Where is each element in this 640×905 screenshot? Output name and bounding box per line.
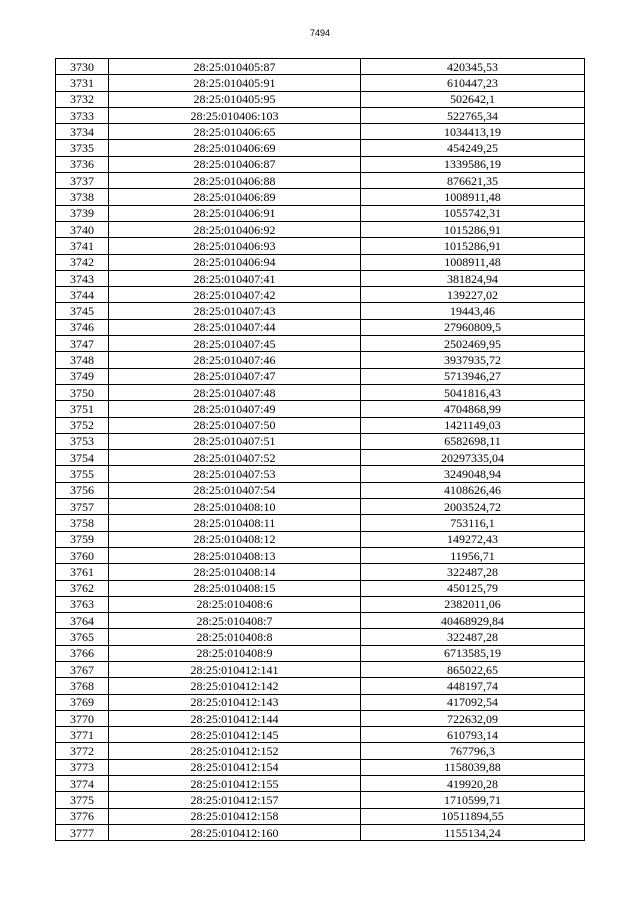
cadastral-value-cell: 2003524,72	[361, 499, 585, 515]
row-number-cell: 3760	[56, 547, 109, 563]
cadastral-value-cell: 420345,53	[361, 59, 585, 75]
table-row	[56, 238, 585, 254]
row-number-cell: 3735	[56, 140, 109, 156]
cadastral-number-cell: 28:25:010412:155	[109, 776, 361, 792]
cadastral-value-cell: 419920,28	[361, 776, 585, 792]
table-row	[56, 189, 585, 205]
cadastral-value-cell: 381824,94	[361, 270, 585, 286]
cadastral-number-cell: 28:25:010407:43	[109, 303, 361, 319]
cadastral-number-cell: 28:25:010406:91	[109, 205, 361, 221]
cadastral-number-cell: 28:25:010406:87	[109, 156, 361, 172]
cadastral-number-cell: 28:25:010407:45	[109, 336, 361, 352]
cadastral-value-cell: 322487,28	[361, 629, 585, 645]
cadastral-number-cell: 28:25:010408:9	[109, 645, 361, 661]
cadastral-value-cell: 1055742,31	[361, 205, 585, 221]
cadastral-number-cell: 28:25:010406:69	[109, 140, 361, 156]
cadastral-number-cell: 28:25:010407:44	[109, 319, 361, 335]
table-row	[56, 384, 585, 400]
row-number-cell: 3750	[56, 384, 109, 400]
cadastral-number-cell: 28:25:010406:103	[109, 107, 361, 123]
cadastral-value-cell: 4704868,99	[361, 401, 585, 417]
row-number-cell: 3762	[56, 580, 109, 596]
cadastral-value-cell: 19443,46	[361, 303, 585, 319]
cadastral-value-cell: 417092,54	[361, 694, 585, 710]
cadastral-value-cell: 502642,1	[361, 91, 585, 107]
row-number-cell: 3736	[56, 156, 109, 172]
row-number-cell: 3730	[56, 59, 109, 75]
table-row	[56, 776, 585, 792]
row-number-cell: 3770	[56, 710, 109, 726]
table-row	[56, 352, 585, 368]
row-number-cell: 3741	[56, 238, 109, 254]
cadastral-value-cell: 865022,65	[361, 661, 585, 677]
cadastral-value-cell: 322487,28	[361, 564, 585, 580]
row-number-cell: 3765	[56, 629, 109, 645]
row-number-cell: 3773	[56, 759, 109, 775]
row-number-cell: 3767	[56, 661, 109, 677]
cadastral-value-cell: 448197,74	[361, 678, 585, 694]
cadastral-number-cell: 28:25:010407:42	[109, 287, 361, 303]
cadastral-number-cell: 28:25:010406:93	[109, 238, 361, 254]
row-number-cell: 3776	[56, 808, 109, 824]
row-number-cell: 3742	[56, 254, 109, 270]
cadastral-value-table	[55, 58, 585, 841]
cadastral-number-cell: 28:25:010407:41	[109, 270, 361, 286]
row-number-cell: 3734	[56, 124, 109, 140]
table-row	[56, 221, 585, 237]
cadastral-value-cell: 1008911,48	[361, 254, 585, 270]
row-number-cell: 3771	[56, 727, 109, 743]
row-number-cell: 3774	[56, 776, 109, 792]
cadastral-number-cell: 28:25:010406:92	[109, 221, 361, 237]
row-number-cell: 3761	[56, 564, 109, 580]
cadastral-number-cell: 28:25:010412:142	[109, 678, 361, 694]
table-row	[56, 140, 585, 156]
row-number-cell: 3733	[56, 107, 109, 123]
row-number-cell: 3749	[56, 368, 109, 384]
row-number-cell: 3757	[56, 499, 109, 515]
table-row	[56, 547, 585, 563]
cadastral-value-cell: 610447,23	[361, 75, 585, 91]
row-number-cell: 3755	[56, 466, 109, 482]
cadastral-number-cell: 28:25:010407:53	[109, 466, 361, 482]
cadastral-value-cell: 767796,3	[361, 743, 585, 759]
cadastral-value-cell: 3937935,72	[361, 352, 585, 368]
table-row	[56, 205, 585, 221]
table-row	[56, 824, 585, 840]
page-number: 7494	[309, 28, 331, 38]
table-row	[56, 743, 585, 759]
table-row	[56, 710, 585, 726]
table-row	[56, 319, 585, 335]
row-number-cell: 3752	[56, 417, 109, 433]
cadastral-number-cell: 28:25:010407:47	[109, 368, 361, 384]
table-row	[56, 270, 585, 286]
cadastral-value-cell: 1339586,19	[361, 156, 585, 172]
cadastral-number-cell: 28:25:010406:89	[109, 189, 361, 205]
table-row	[56, 678, 585, 694]
table-row	[56, 287, 585, 303]
row-number-cell: 3737	[56, 173, 109, 189]
row-number-cell: 3739	[56, 205, 109, 221]
table-row	[56, 515, 585, 531]
row-number-cell: 3748	[56, 352, 109, 368]
row-number-cell: 3747	[56, 336, 109, 352]
row-number-cell: 3732	[56, 91, 109, 107]
cadastral-value-cell: 610793,14	[361, 727, 585, 743]
table-body	[56, 59, 585, 841]
cadastral-number-cell: 28:25:010407:52	[109, 450, 361, 466]
table-row	[56, 808, 585, 824]
cadastral-number-cell: 28:25:010412:152	[109, 743, 361, 759]
cadastral-number-cell: 28:25:010405:87	[109, 59, 361, 75]
cadastral-number-cell: 28:25:010408:10	[109, 499, 361, 515]
table-row	[56, 173, 585, 189]
cadastral-number-cell: 28:25:010405:95	[109, 91, 361, 107]
table-row	[56, 564, 585, 580]
table-row	[56, 156, 585, 172]
cadastral-value-cell: 454249,25	[361, 140, 585, 156]
cadastral-number-cell: 28:25:010406:94	[109, 254, 361, 270]
table-row	[56, 613, 585, 629]
table-row	[56, 124, 585, 140]
table-row	[56, 792, 585, 808]
table-row	[56, 450, 585, 466]
row-number-cell: 3764	[56, 613, 109, 629]
row-number-cell: 3743	[56, 270, 109, 286]
cadastral-number-cell: 28:25:010408:11	[109, 515, 361, 531]
cadastral-number-cell: 28:25:010412:141	[109, 661, 361, 677]
table-row	[56, 727, 585, 743]
cadastral-number-cell: 28:25:010412:144	[109, 710, 361, 726]
cadastral-number-cell: 28:25:010412:158	[109, 808, 361, 824]
row-number-cell: 3751	[56, 401, 109, 417]
cadastral-value-cell: 1015286,91	[361, 221, 585, 237]
cadastral-value-cell: 722632,09	[361, 710, 585, 726]
row-number-cell: 3775	[56, 792, 109, 808]
table-row	[56, 499, 585, 515]
row-number-cell: 3772	[56, 743, 109, 759]
table-row	[56, 368, 585, 384]
cadastral-value-cell: 1015286,91	[361, 238, 585, 254]
cadastral-value-cell: 40468929,84	[361, 613, 585, 629]
cadastral-number-cell: 28:25:010407:48	[109, 384, 361, 400]
table-row	[56, 417, 585, 433]
cadastral-value-cell: 1034413,19	[361, 124, 585, 140]
cadastral-value-cell: 6713585,19	[361, 645, 585, 661]
cadastral-value-cell: 4108626,46	[361, 482, 585, 498]
cadastral-value-cell: 753116,1	[361, 515, 585, 531]
table-row	[56, 661, 585, 677]
table-row	[56, 645, 585, 661]
cadastral-number-cell: 28:25:010412:143	[109, 694, 361, 710]
cadastral-value-cell: 11956,71	[361, 547, 585, 563]
cadastral-number-cell: 28:25:010408:6	[109, 596, 361, 612]
table-row	[56, 254, 585, 270]
row-number-cell: 3766	[56, 645, 109, 661]
cadastral-value-cell: 10511894,55	[361, 808, 585, 824]
table-row	[56, 303, 585, 319]
cadastral-value-cell: 1155134,24	[361, 824, 585, 840]
row-number-cell: 3768	[56, 678, 109, 694]
row-number-cell: 3731	[56, 75, 109, 91]
table-row	[56, 466, 585, 482]
row-number-cell: 3754	[56, 450, 109, 466]
row-number-cell: 3763	[56, 596, 109, 612]
row-number-cell: 3777	[56, 824, 109, 840]
row-number-cell: 3740	[56, 221, 109, 237]
table-row	[56, 433, 585, 449]
cadastral-number-cell: 28:25:010408:12	[109, 531, 361, 547]
cadastral-value-cell: 149272,43	[361, 531, 585, 547]
cadastral-number-cell: 28:25:010406:88	[109, 173, 361, 189]
cadastral-value-cell: 876621,35	[361, 173, 585, 189]
table-row	[56, 596, 585, 612]
table-row	[56, 580, 585, 596]
cadastral-number-cell: 28:25:010407:49	[109, 401, 361, 417]
table-row	[56, 531, 585, 547]
cadastral-number-cell: 28:25:010412:145	[109, 727, 361, 743]
cadastral-number-cell: 28:25:010408:14	[109, 564, 361, 580]
cadastral-value-cell: 450125,79	[361, 580, 585, 596]
cadastral-number-cell: 28:25:010412:154	[109, 759, 361, 775]
row-number-cell: 3769	[56, 694, 109, 710]
table-row	[56, 59, 585, 75]
cadastral-number-cell: 28:25:010407:51	[109, 433, 361, 449]
cadastral-number-cell: 28:25:010407:54	[109, 482, 361, 498]
cadastral-value-cell: 3249048,94	[361, 466, 585, 482]
table-row	[56, 107, 585, 123]
cadastral-value-cell: 1710599,71	[361, 792, 585, 808]
table-row	[56, 759, 585, 775]
cadastral-value-cell: 20297335,04	[361, 450, 585, 466]
table-row	[56, 336, 585, 352]
cadastral-number-cell: 28:25:010408:13	[109, 547, 361, 563]
cadastral-value-cell: 2502469,95	[361, 336, 585, 352]
cadastral-number-cell: 28:25:010405:91	[109, 75, 361, 91]
cadastral-number-cell: 28:25:010408:15	[109, 580, 361, 596]
cadastral-number-cell: 28:25:010407:46	[109, 352, 361, 368]
row-number-cell: 3746	[56, 319, 109, 335]
cadastral-value-cell: 1421149,03	[361, 417, 585, 433]
table-row	[56, 91, 585, 107]
cadastral-value-cell: 522765,34	[361, 107, 585, 123]
table-row	[56, 694, 585, 710]
table-row	[56, 482, 585, 498]
cadastral-number-cell: 28:25:010408:8	[109, 629, 361, 645]
cadastral-number-cell: 28:25:010412:157	[109, 792, 361, 808]
row-number-cell: 3756	[56, 482, 109, 498]
table-row	[56, 75, 585, 91]
row-number-cell: 3738	[56, 189, 109, 205]
table-row	[56, 401, 585, 417]
cadastral-value-cell: 5713946,27	[361, 368, 585, 384]
row-number-cell: 3759	[56, 531, 109, 547]
cadastral-number-cell: 28:25:010412:160	[109, 824, 361, 840]
cadastral-value-cell: 1008911,48	[361, 189, 585, 205]
cadastral-value-cell: 139227,02	[361, 287, 585, 303]
cadastral-value-cell: 2382011,06	[361, 596, 585, 612]
cadastral-number-cell: 28:25:010407:50	[109, 417, 361, 433]
cadastral-value-cell: 6582698,11	[361, 433, 585, 449]
row-number-cell: 3758	[56, 515, 109, 531]
row-number-cell: 3753	[56, 433, 109, 449]
cadastral-number-cell: 28:25:010408:7	[109, 613, 361, 629]
cadastral-value-cell: 27960809,5	[361, 319, 585, 335]
table-row	[56, 629, 585, 645]
row-number-cell: 3744	[56, 287, 109, 303]
cadastral-value-cell: 1158039,88	[361, 759, 585, 775]
cadastral-value-cell: 5041816,43	[361, 384, 585, 400]
cadastral-number-cell: 28:25:010406:65	[109, 124, 361, 140]
row-number-cell: 3745	[56, 303, 109, 319]
